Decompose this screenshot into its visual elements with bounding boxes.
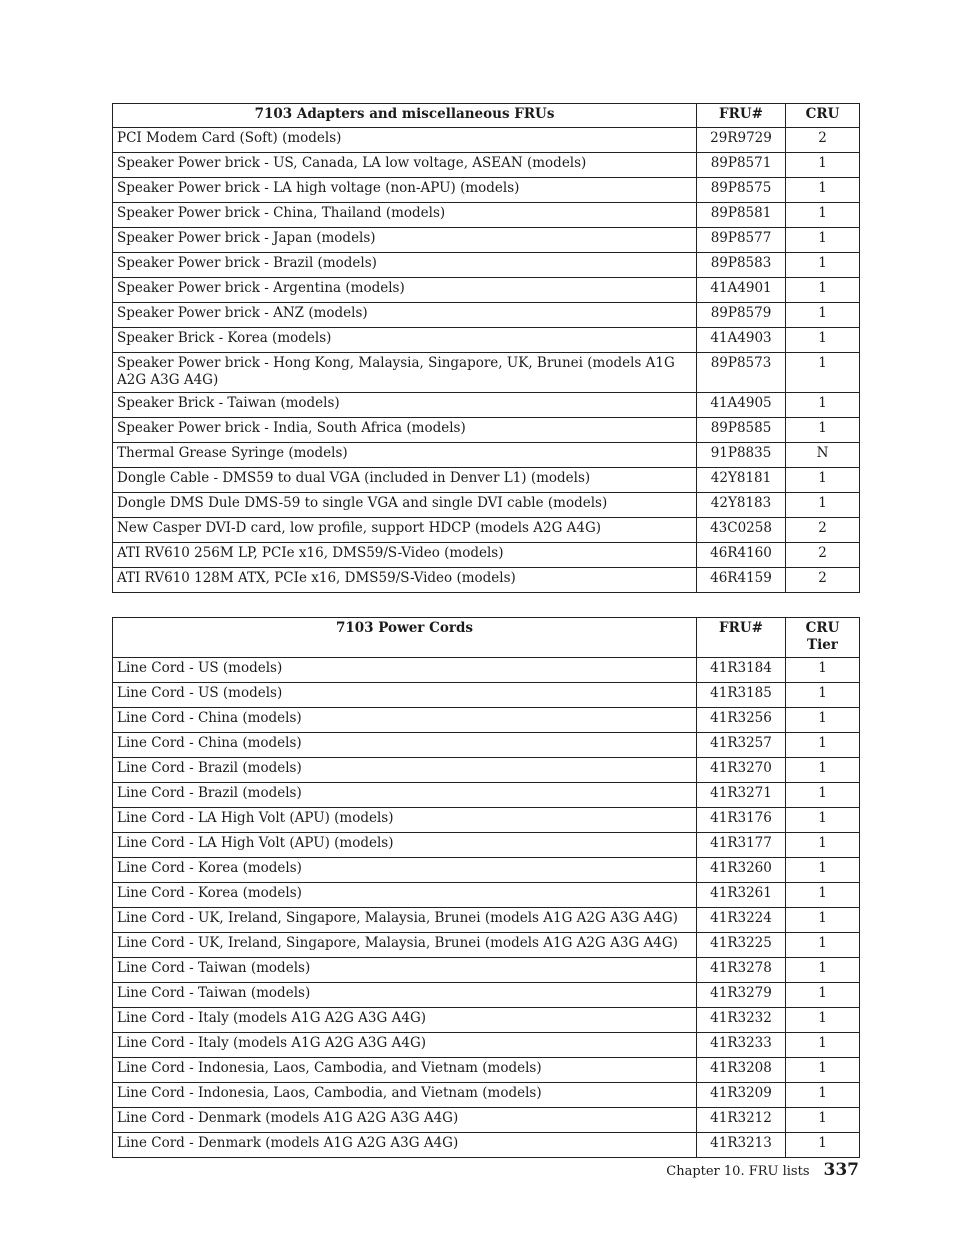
table-row xyxy=(113,808,860,833)
table-row xyxy=(113,783,860,808)
description-cell: Line Cord - UK, Ireland, Singapore, Malaysia, Brunei (models A1G A2G A3G A4G) xyxy=(113,908,697,933)
fru-number-cell: 41A4903 xyxy=(697,328,786,353)
description-cell: Speaker Power brick - China, Thailand (models) xyxy=(113,203,697,228)
cru-cell: 1 xyxy=(786,228,860,253)
table-row xyxy=(113,958,860,983)
cru-cell: 1 xyxy=(786,908,860,933)
description-cell: Line Cord - Taiwan (models) xyxy=(113,983,697,1008)
fru-number-cell: 41R3225 xyxy=(697,933,786,958)
table-row xyxy=(113,858,860,883)
description-cell: Line Cord - Denmark (models A1G A2G A3G A4G) xyxy=(113,1108,697,1133)
column-header-cru: CRU xyxy=(786,104,860,128)
cru-cell: 1 xyxy=(786,858,860,883)
fru-number-cell: 41R3185 xyxy=(697,683,786,708)
cru-cell: 1 xyxy=(786,808,860,833)
fru-number-cell: 46R4159 xyxy=(697,568,786,593)
power-cords-fru-table xyxy=(112,617,860,1158)
cru-cell: 1 xyxy=(786,303,860,328)
adapters-fru-table xyxy=(112,103,860,593)
cru-cell: 1 xyxy=(786,708,860,733)
table-row xyxy=(113,683,860,708)
fru-number-cell: 42Y8183 xyxy=(697,493,786,518)
description-cell: Line Cord - Denmark (models A1G A2G A3G A4G) xyxy=(113,1133,697,1158)
cru-cell: 1 xyxy=(786,758,860,783)
description-cell: Line Cord - Korea (models) xyxy=(113,858,697,883)
fru-number-cell: 41R3232 xyxy=(697,1008,786,1033)
fru-number-cell: 89P8581 xyxy=(697,203,786,228)
table-row xyxy=(113,493,860,518)
table-row xyxy=(113,1083,860,1108)
table-header-row xyxy=(113,104,860,128)
table-row xyxy=(113,983,860,1008)
table-row xyxy=(113,1033,860,1058)
fru-number-cell: 89P8571 xyxy=(697,153,786,178)
fru-number-cell: 41R3257 xyxy=(697,733,786,758)
cru-cell: 1 xyxy=(786,1108,860,1133)
cru-cell: 1 xyxy=(786,958,860,983)
chapter-title: Chapter 10. FRU lists xyxy=(666,1164,810,1179)
table-row xyxy=(113,253,860,278)
fru-number-cell: 89P8575 xyxy=(697,178,786,203)
fru-number-cell: 41R3224 xyxy=(697,908,786,933)
table-header-row xyxy=(113,618,860,658)
fru-number-cell: 41R3208 xyxy=(697,1058,786,1083)
cru-cell: 1 xyxy=(786,353,860,393)
description-cell: Line Cord - Brazil (models) xyxy=(113,783,697,808)
cru-cell: 1 xyxy=(786,253,860,278)
table-row xyxy=(113,758,860,783)
description-cell: Speaker Power brick - Japan (models) xyxy=(113,228,697,253)
adapters-table-body xyxy=(113,128,860,593)
description-cell: Speaker Brick - Taiwan (models) xyxy=(113,393,697,418)
table-row xyxy=(113,708,860,733)
cru-cell: 1 xyxy=(786,493,860,518)
table-row xyxy=(113,228,860,253)
page-footer xyxy=(666,1160,859,1180)
page-number: 337 xyxy=(823,1160,859,1180)
table-row xyxy=(113,328,860,353)
fru-number-cell: 89P8579 xyxy=(697,303,786,328)
column-header-cru-tier: CRU Tier xyxy=(786,618,860,658)
table-row xyxy=(113,203,860,228)
table-row xyxy=(113,1058,860,1083)
fru-number-cell: 41R3177 xyxy=(697,833,786,858)
description-cell: Line Cord - Taiwan (models) xyxy=(113,958,697,983)
fru-number-cell: 41R3279 xyxy=(697,983,786,1008)
cru-cell: 1 xyxy=(786,983,860,1008)
cru-cell: 1 xyxy=(786,393,860,418)
description-cell: Line Cord - US (models) xyxy=(113,658,697,683)
table-row xyxy=(113,178,860,203)
description-cell: New Casper DVI-D card, low profile, support HDCP (models A2G A4G) xyxy=(113,518,697,543)
table-row xyxy=(113,303,860,328)
cords-table-body xyxy=(113,658,860,1158)
fru-number-cell: 89P8573 xyxy=(697,353,786,393)
fru-number-cell: 41R3278 xyxy=(697,958,786,983)
table-row xyxy=(113,128,860,153)
description-cell: Speaker Power brick - LA high voltage (non-APU) (models) xyxy=(113,178,697,203)
table-row xyxy=(113,658,860,683)
fru-number-cell: 41R3184 xyxy=(697,658,786,683)
fru-number-cell: 46R4160 xyxy=(697,543,786,568)
table-row xyxy=(113,908,860,933)
table-row xyxy=(113,883,860,908)
table-row xyxy=(113,1108,860,1133)
fru-number-cell: 41R3212 xyxy=(697,1108,786,1133)
description-cell: Thermal Grease Syringe (models) xyxy=(113,443,697,468)
table-row xyxy=(113,733,860,758)
fru-number-cell: 42Y8181 xyxy=(697,468,786,493)
cru-cell: 1 xyxy=(786,1058,860,1083)
cru-cell: 2 xyxy=(786,568,860,593)
cru-cell: 1 xyxy=(786,203,860,228)
fru-number-cell: 89P8583 xyxy=(697,253,786,278)
description-cell: Dongle Cable - DMS59 to dual VGA (included in Denver L1) (models) xyxy=(113,468,697,493)
table-row xyxy=(113,353,860,393)
fru-number-cell: 41R3271 xyxy=(697,783,786,808)
description-cell: ATI RV610 256M LP, PCIe x16, DMS59/S-Video (models) xyxy=(113,543,697,568)
cru-cell: 1 xyxy=(786,683,860,708)
fru-number-cell: 41R3233 xyxy=(697,1033,786,1058)
description-cell: Line Cord - US (models) xyxy=(113,683,697,708)
description-cell: Line Cord - China (models) xyxy=(113,733,697,758)
table-row xyxy=(113,933,860,958)
table-row xyxy=(113,153,860,178)
fru-number-cell: 91P8835 xyxy=(697,443,786,468)
cru-cell: 2 xyxy=(786,518,860,543)
table-row xyxy=(113,1133,860,1158)
fru-number-cell: 89P8585 xyxy=(697,418,786,443)
description-cell: Line Cord - China (models) xyxy=(113,708,697,733)
table-row xyxy=(113,1008,860,1033)
description-cell: Dongle DMS Dule DMS-59 to single VGA and single DVI cable (models) xyxy=(113,493,697,518)
fru-number-cell: 41R3261 xyxy=(697,883,786,908)
cru-cell: 1 xyxy=(786,468,860,493)
description-cell: Line Cord - Brazil (models) xyxy=(113,758,697,783)
cru-cell: 1 xyxy=(786,1033,860,1058)
cru-cell: 2 xyxy=(786,128,860,153)
fru-number-cell: 29R9729 xyxy=(697,128,786,153)
description-cell: Line Cord - UK, Ireland, Singapore, Malaysia, Brunei (models A1G A2G A3G A4G) xyxy=(113,933,697,958)
description-cell: Speaker Power brick - ANZ (models) xyxy=(113,303,697,328)
cru-cell: 1 xyxy=(786,278,860,303)
fru-number-cell: 89P8577 xyxy=(697,228,786,253)
cru-cell: 1 xyxy=(786,783,860,808)
column-header-fru: FRU# xyxy=(697,104,786,128)
table-row xyxy=(113,833,860,858)
fru-number-cell: 41R3256 xyxy=(697,708,786,733)
description-cell: ATI RV610 128M ATX, PCIe x16, DMS59/S-Video (models) xyxy=(113,568,697,593)
description-cell: PCI Modem Card (Soft) (models) xyxy=(113,128,697,153)
fru-number-cell: 41R3213 xyxy=(697,1133,786,1158)
description-cell: Speaker Power brick - Brazil (models) xyxy=(113,253,697,278)
cru-cell: 1 xyxy=(786,1133,860,1158)
description-cell: Line Cord - Indonesia, Laos, Cambodia, and Vietnam (models) xyxy=(113,1083,697,1108)
cru-cell: 1 xyxy=(786,328,860,353)
table-row xyxy=(113,393,860,418)
description-cell: Speaker Power brick - Hong Kong, Malaysia, Singapore, UK, Brunei (models A1G A2G A3G A4G) xyxy=(113,353,697,393)
description-cell: Line Cord - LA High Volt (APU) (models) xyxy=(113,833,697,858)
description-cell: Line Cord - Italy (models A1G A2G A3G A4G) xyxy=(113,1033,697,1058)
description-cell: Line Cord - Italy (models A1G A2G A3G A4G) xyxy=(113,1008,697,1033)
table-row xyxy=(113,443,860,468)
description-cell: Speaker Power brick - India, South Africa (models) xyxy=(113,418,697,443)
description-cell: Speaker Brick - Korea (models) xyxy=(113,328,697,353)
fru-number-cell: 41R3176 xyxy=(697,808,786,833)
fru-number-cell: 41A4901 xyxy=(697,278,786,303)
cru-cell: 1 xyxy=(786,1083,860,1108)
column-header-description: 7103 Adapters and miscellaneous FRUs xyxy=(113,104,697,128)
description-cell: Speaker Power brick - US, Canada, LA low voltage, ASEAN (models) xyxy=(113,153,697,178)
description-cell: Line Cord - Korea (models) xyxy=(113,883,697,908)
cru-cell: 1 xyxy=(786,833,860,858)
cru-cell: 1 xyxy=(786,933,860,958)
description-cell: Line Cord - Indonesia, Laos, Cambodia, and Vietnam (models) xyxy=(113,1058,697,1083)
cru-cell: 1 xyxy=(786,1008,860,1033)
description-cell: Line Cord - LA High Volt (APU) (models) xyxy=(113,808,697,833)
table-row xyxy=(113,278,860,303)
table-row xyxy=(113,418,860,443)
column-header-description: 7103 Power Cords xyxy=(113,618,697,658)
cru-cell: N xyxy=(786,443,860,468)
fru-number-cell: 43C0258 xyxy=(697,518,786,543)
cru-cell: 1 xyxy=(786,153,860,178)
cru-cell: 2 xyxy=(786,543,860,568)
cru-cell: 1 xyxy=(786,883,860,908)
table-row xyxy=(113,543,860,568)
fru-number-cell: 41R3270 xyxy=(697,758,786,783)
description-cell: Speaker Power brick - Argentina (models) xyxy=(113,278,697,303)
cru-cell: 1 xyxy=(786,418,860,443)
table-row xyxy=(113,468,860,493)
fru-number-cell: 41R3260 xyxy=(697,858,786,883)
table-row xyxy=(113,518,860,543)
cru-cell: 1 xyxy=(786,178,860,203)
fru-number-cell: 41R3209 xyxy=(697,1083,786,1108)
column-header-fru: FRU# xyxy=(697,618,786,658)
cru-cell: 1 xyxy=(786,733,860,758)
table-row xyxy=(113,568,860,593)
cru-cell: 1 xyxy=(786,658,860,683)
fru-number-cell: 41A4905 xyxy=(697,393,786,418)
